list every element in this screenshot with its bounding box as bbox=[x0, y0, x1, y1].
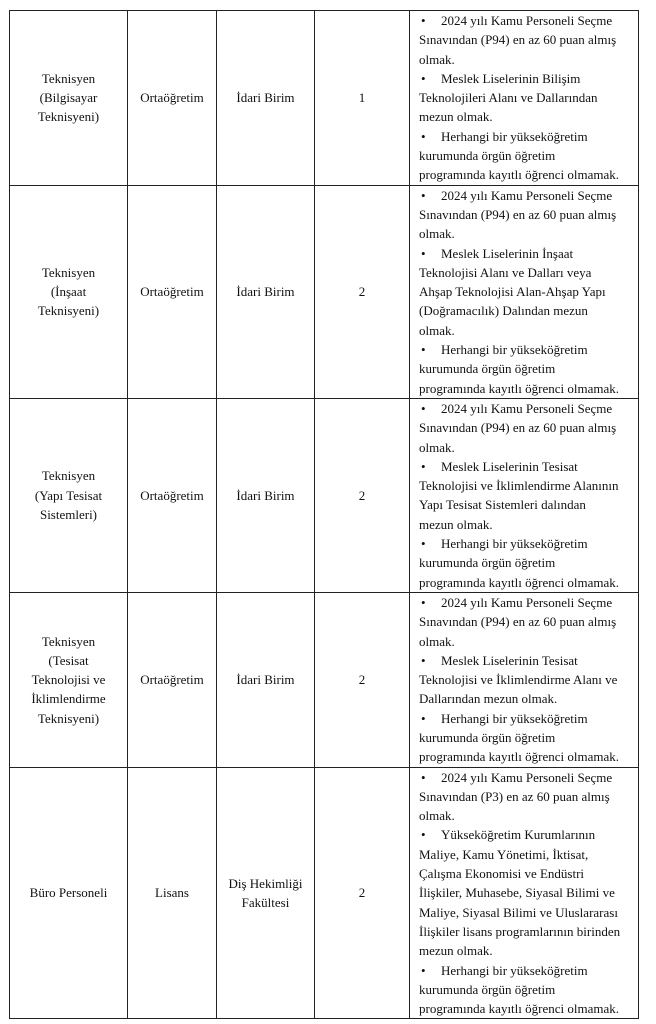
unit-cell bbox=[217, 11, 315, 186]
requirement-line: İlişkiler lisans programlarının birinden bbox=[419, 923, 621, 939]
unit-cell-line: İdari Birim bbox=[236, 672, 295, 688]
education-cell: Ortaöğretim bbox=[128, 185, 217, 398]
education-cell: Ortaöğretim bbox=[128, 592, 217, 767]
unit-cell-line: İdari Birim bbox=[236, 284, 295, 300]
count-cell: 2 bbox=[315, 767, 410, 1019]
requirements-cell bbox=[410, 185, 639, 398]
requirement-item: • Yükseköğretim Kurumlarının bbox=[419, 825, 634, 844]
table-row bbox=[10, 185, 639, 398]
count-cell: 2 bbox=[315, 592, 410, 767]
position-cell-line: İklimlendirme bbox=[31, 691, 106, 707]
requirement-item: • Herhangi bir yükseköğretim bbox=[419, 534, 634, 553]
requirement-line: kurumunda örgün öğretim bbox=[419, 555, 556, 571]
requirement-line: olmak. bbox=[419, 226, 455, 242]
requirement-line: olmak. bbox=[419, 439, 455, 455]
table-row bbox=[10, 767, 639, 1019]
requirement-line: Sınavından (P94) en az 60 puan almış bbox=[419, 614, 617, 630]
requirement-line: Teknolojileri Alanı ve Dallarından bbox=[419, 90, 598, 106]
education-cell: Lisans bbox=[128, 767, 217, 1019]
requirements-cell bbox=[410, 592, 639, 767]
count-cell: 1 bbox=[315, 11, 410, 186]
requirement-line: Çalışma Ekonomisi ve Endüstri bbox=[419, 866, 585, 882]
unit-cell bbox=[217, 592, 315, 767]
requirement-line: programında kayıtlı öğrenci olmamak. bbox=[419, 574, 619, 590]
requirement-line: Maliye, Kamu Yönetimi, İktisat, bbox=[419, 846, 589, 862]
requirement-line: mezun olmak. bbox=[419, 516, 493, 532]
position-cell-line: Teknisyeni) bbox=[37, 710, 100, 726]
requirements-cell bbox=[410, 398, 639, 592]
requirement-item: • 2024 yılı Kamu Personeli Seçme bbox=[419, 768, 634, 787]
table-row bbox=[10, 11, 639, 186]
requirement-line: Sınavından (P94) en az 60 puan almış bbox=[419, 420, 617, 436]
requirement-item: • Herhangi bir yükseköğretim bbox=[419, 127, 634, 146]
requirement-line: olmak. bbox=[419, 51, 455, 67]
count-cell: 2 bbox=[315, 398, 410, 592]
requirement-line: Teknolojisi Alanı ve Dalları veya bbox=[419, 264, 592, 280]
position-cell bbox=[10, 767, 128, 1019]
position-cell-line: Teknisyen bbox=[41, 70, 96, 86]
requirement-line: programında kayıtlı öğrenci olmamak. bbox=[419, 1001, 619, 1017]
requirement-line: (Doğramacılık) Dalından mezun bbox=[419, 303, 588, 319]
requirements-cell bbox=[410, 11, 639, 186]
unit-cell-line: Diş Hekimliği bbox=[228, 875, 303, 891]
requirement-line: Sınavından (P3) en az 60 puan almış bbox=[419, 788, 610, 804]
position-cell-line: Teknisyeni) bbox=[37, 109, 100, 125]
position-cell-line: Teknisyen bbox=[41, 468, 96, 484]
unit-cell-line: İdari Birim bbox=[236, 90, 295, 106]
requirement-item: • Meslek Liselerinin Bilişim bbox=[419, 69, 634, 88]
requirement-item: • Herhangi bir yükseköğretim bbox=[419, 340, 634, 359]
table-body bbox=[10, 11, 639, 1019]
requirement-line: kurumunda örgün öğretim bbox=[419, 361, 556, 377]
requirements-cell bbox=[410, 767, 639, 1019]
requirement-line: Sınavından (P94) en az 60 puan almış bbox=[419, 206, 617, 222]
unit-cell-line: Fakültesi bbox=[241, 895, 290, 910]
requirement-item: • 2024 yılı Kamu Personeli Seçme bbox=[419, 186, 634, 205]
requirement-item: • Meslek Liselerinin İnşaat bbox=[419, 244, 634, 263]
unit-cell bbox=[217, 185, 315, 398]
position-cell-line: Büro Personeli bbox=[29, 885, 108, 901]
requirement-line: programında kayıtlı öğrenci olmamak. bbox=[419, 380, 619, 396]
requirement-line: olmak. bbox=[419, 633, 455, 649]
position-cell-line: (Bilgisayar bbox=[39, 90, 98, 106]
requirement-line: Yapı Tesisat Sistemleri dalından bbox=[419, 497, 586, 513]
requirement-item: • Herhangi bir yükseköğretim bbox=[419, 709, 634, 728]
table-row bbox=[10, 398, 639, 592]
requirement-line: kurumunda örgün öğretim bbox=[419, 981, 556, 997]
requirement-line: programında kayıtlı öğrenci olmamak. bbox=[419, 749, 619, 765]
position-cell bbox=[10, 398, 128, 592]
requirement-line: olmak. bbox=[419, 322, 455, 338]
requirement-line: mezun olmak. bbox=[419, 943, 493, 959]
education-cell: Ortaöğretim bbox=[128, 398, 217, 592]
position-cell bbox=[10, 592, 128, 767]
requirement-line: mezun olmak. bbox=[419, 109, 493, 125]
position-cell-line: Sistemleri) bbox=[39, 507, 98, 523]
requirement-line: olmak. bbox=[419, 808, 455, 824]
requirement-item: • Herhangi bir yükseköğretim bbox=[419, 961, 634, 980]
unit-cell bbox=[217, 767, 315, 1019]
requirement-item: • 2024 yılı Kamu Personeli Seçme bbox=[419, 399, 634, 418]
positions-table bbox=[9, 10, 639, 1019]
position-cell-line: Teknisyen bbox=[41, 264, 96, 280]
unit-cell-line: İdari Birim bbox=[236, 487, 295, 503]
education-cell: Ortaöğretim bbox=[128, 11, 217, 186]
requirement-line: kurumunda örgün öğretim bbox=[419, 148, 556, 164]
requirement-line: Maliye, Siyasal Bilimi ve Uluslararası bbox=[419, 904, 618, 920]
requirement-item: • 2024 yılı Kamu Personeli Seçme bbox=[419, 11, 634, 30]
requirement-line: Dallarından mezun olmak. bbox=[419, 691, 558, 707]
count-cell: 2 bbox=[315, 185, 410, 398]
position-cell-line: Teknolojisi ve bbox=[31, 672, 106, 688]
requirement-line: Teknolojisi ve İklimlendirme Alanının bbox=[419, 478, 619, 494]
requirement-line: Ahşap Teknolojisi Alan-Ahşap Yapı bbox=[419, 284, 606, 300]
requirement-line: Teknolojisi ve İklimlendirme Alanı ve bbox=[419, 672, 618, 688]
position-cell bbox=[10, 11, 128, 186]
position-cell-line: (Yapı Tesisat bbox=[34, 487, 103, 503]
unit-cell bbox=[217, 398, 315, 592]
requirement-line: kurumunda örgün öğretim bbox=[419, 729, 556, 745]
position-cell-line: Teknisyeni) bbox=[37, 303, 100, 319]
requirement-item: • Meslek Liselerinin Tesisat bbox=[419, 457, 634, 476]
requirement-line: İlişkiler, Muhasebe, Siyasal Bilimi ve bbox=[419, 885, 615, 901]
requirement-line: programında kayıtlı öğrenci olmamak. bbox=[419, 167, 619, 183]
position-cell-line: (Tesisat bbox=[48, 652, 89, 668]
position-cell-line: Teknisyen bbox=[41, 633, 96, 649]
table-row bbox=[10, 592, 639, 767]
position-cell-line: (İnşaat bbox=[50, 284, 87, 300]
requirement-line: Sınavından (P94) en az 60 puan almış bbox=[419, 32, 617, 48]
requirement-item: • Meslek Liselerinin Tesisat bbox=[419, 651, 634, 670]
position-cell bbox=[10, 185, 128, 398]
requirement-item: • 2024 yılı Kamu Personeli Seçme bbox=[419, 593, 634, 612]
